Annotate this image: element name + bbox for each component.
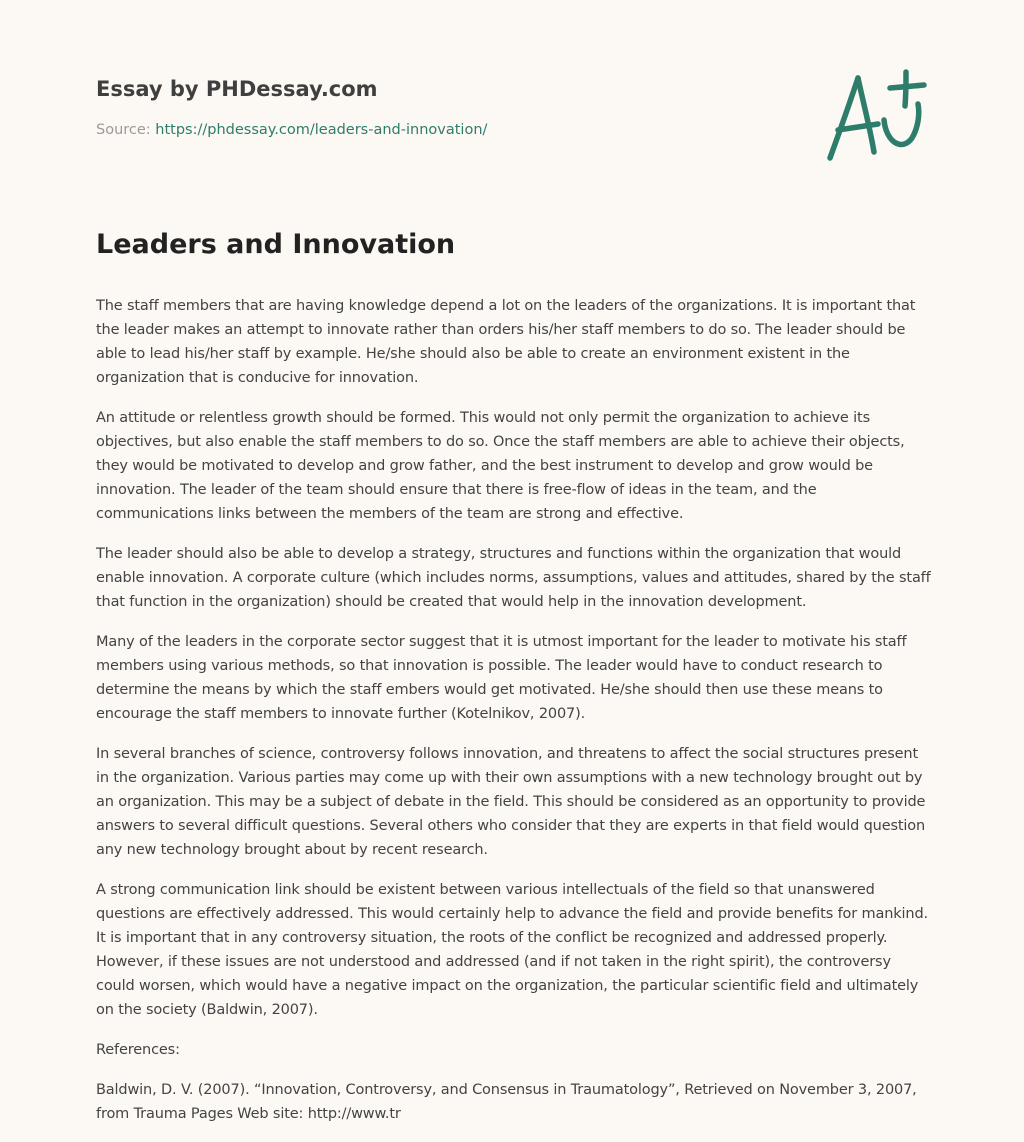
source-link[interactable]: https://phdessay.com/leaders-and-innovation/ xyxy=(155,122,488,138)
essay-content xyxy=(96,226,932,1142)
references-heading: References: xyxy=(96,1042,180,1058)
essay-title: Leaders and Innovation xyxy=(96,229,456,260)
source-label: Source: xyxy=(96,122,156,138)
page-header xyxy=(96,74,796,140)
essay-paragraph: The leader should also be able to develop a strategy, structures and functions within the organization that would enable innovation. A corporate culture (which includes norms, assumptions, values and attitudes, shared by the staff that function in the organization) should be created that would help in the innovation development. xyxy=(96,546,931,610)
essay-paragraph: A strong communication link should be existent between various intellectuals of the field so that unanswered questions are effectively addressed. This would certainly help to advance the field and provide benefits for mankind. It is important that in any controversy situation, the roots of the conflict be recognized and addressed properly. However, if these issues are not understood and addressed (and if not taken in the right spirit), the controversy could worsen, which would have a negative impact on the organization, the particular scientific field and ultimately on the society (Baldwin, 2007). xyxy=(96,882,928,1018)
essay-paragraph: In several branches of science, controversy follows innovation, and threatens to affect the social structures present in the organization. Various parties may come up with their own assumptions with a new technology brought out by an organization. This may be a subject of debate in the field. This should be considered as an opportunity to provide answers to several difficult questions. Several others who consider that they are experts in that field would question any new technology brought about by recent research. xyxy=(96,746,926,858)
source-line xyxy=(96,120,796,140)
essay-paragraph: An attitude or relentless growth should be formed. This would not only permit the organization to achieve its objectives, but also enable the staff members to do so. Once the staff members are able to achieve their objects, they would be motivated to develop and grow father, and the best instrument to develop and grow would be innovation. The leader of the team should ensure that there is free-flow of ideas in the team, and the communications links between the members of the team are strong and effective. xyxy=(96,410,905,522)
a-plus-logo-icon xyxy=(818,66,930,166)
essay-paragraph: Many of the leaders in the corporate sector suggest that it is utmost important for the leader to motivate his staff members using various methods, so that innovation is possible. The leader would have to conduct research to determine the means by which the staff embers would get motivated. He/she should then use these means to encourage the staff members to innovate further (Kotelnikov, 2007). xyxy=(96,634,907,722)
essay-paragraph: The staff members that are having knowledge depend a lot on the leaders of the organizations. It is important that the leader makes an attempt to innovate rather than orders his/her staff members to do so. The leader should be able to lead his/her staff by example. He/she should also be able to create an environment existent in the organization that is conducive for innovation. xyxy=(96,298,916,386)
brand-title: Essay by PHDessay.com xyxy=(96,77,378,101)
reference-entry: Baldwin, D. V. (2007). “Innovation, Controversy, and Consensus in Traumatology”, Retrieved on November 3, 2007, from Trauma Pages Web site: http://www.tr xyxy=(96,1082,917,1122)
